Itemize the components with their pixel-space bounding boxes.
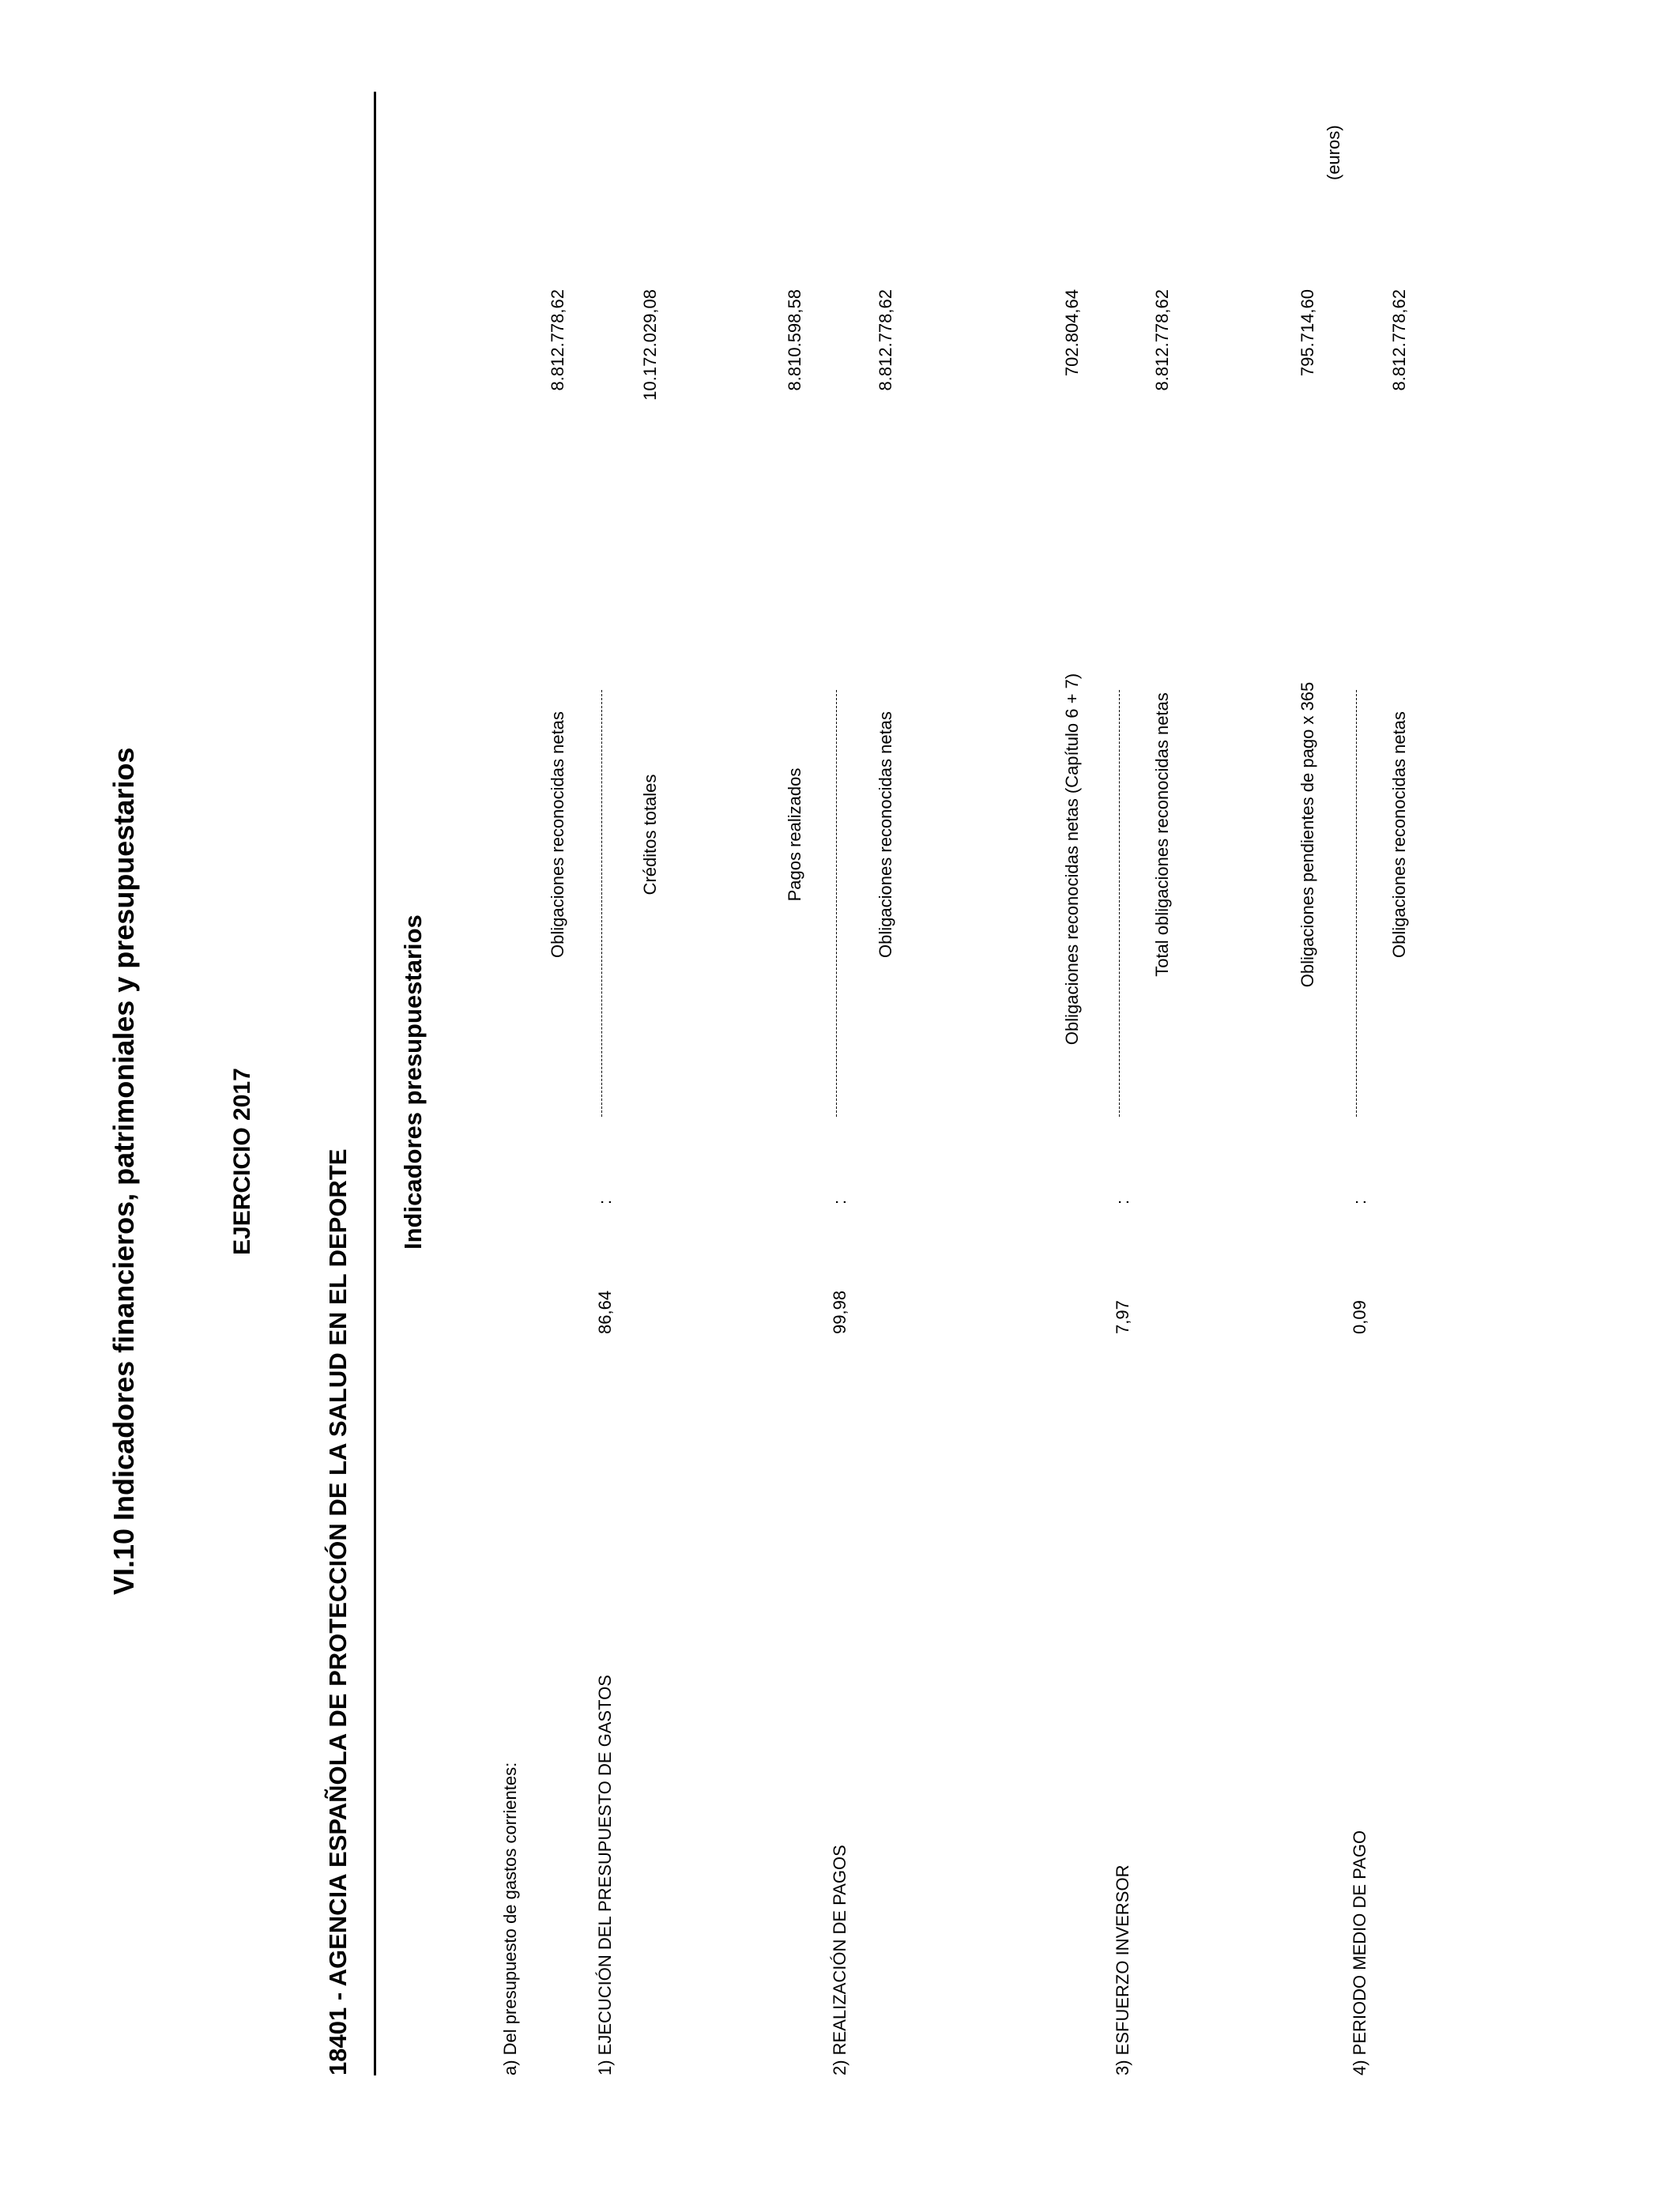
- indicator-colon: :: [595, 1199, 615, 1204]
- section-title: Indicadores presupuestarios: [399, 914, 427, 1250]
- fraction-rule: [1356, 690, 1357, 1117]
- fiscal-year: EJERCICIO 2017: [229, 1068, 255, 1255]
- indicator-colon: :: [830, 1199, 849, 1204]
- numerator-label: Obligaciones reconocidas netas (Capítulo 6 + 7): [1062, 673, 1082, 1046]
- numerator-value: 702.804,64: [1062, 289, 1082, 377]
- denominator-label: Total obligaciones reconocidas netas: [1152, 692, 1172, 977]
- denominator-value: 8.812.778,62: [1389, 289, 1409, 391]
- indicator-label: 1) EJECUCIÓN DEL PRESUPUESTO DE GASTOS: [595, 1675, 615, 2075]
- indicator-label: 4) PERIODO MEDIO DE PAGO: [1350, 1830, 1369, 2075]
- fraction-rule: [601, 690, 602, 1117]
- indicator-label: 2) REALIZACIÓN DE PAGOS: [830, 1845, 849, 2075]
- header-rule: [374, 92, 376, 2075]
- numerator-value: 795.714,60: [1298, 289, 1317, 377]
- entity-name: 18401 - AGENCIA ESPAÑOLA DE PROTECCIÓN DE LA SALUD EN EL DEPORTE: [324, 1148, 352, 2075]
- indicator-value: 0,09: [1350, 1300, 1369, 1334]
- numerator-label: Obligaciones pendientes de pago x 365: [1298, 681, 1317, 988]
- indicator-label: 3) ESFUERZO INVERSOR: [1113, 1864, 1132, 2075]
- numerator-label: Pagos realizados: [785, 767, 804, 902]
- denominator-value: 8.812.778,62: [1152, 289, 1172, 391]
- fraction-rule: [836, 690, 837, 1117]
- units-label: (euros): [1324, 125, 1343, 180]
- denominator-value: 8.812.778,62: [876, 289, 895, 391]
- page-title: VI.10 Indicadores financieros, patrimoniales y presupuestarios: [107, 747, 140, 1595]
- indicator-colon: :: [1350, 1199, 1369, 1204]
- denominator-value: 10.172.029,08: [640, 289, 660, 401]
- indicator-value: 99,98: [830, 1290, 849, 1334]
- denominator-label: Créditos totales: [640, 774, 660, 895]
- subsection-label: a) Del presupuesto de gastos corrientes:: [500, 1762, 520, 2075]
- numerator-label: Obligaciones reconocidas netas: [548, 711, 567, 958]
- indicator-colon: :: [1113, 1199, 1132, 1204]
- numerator-value: 8.810.598,58: [785, 289, 804, 391]
- denominator-label: Obligaciones reconocidas netas: [1389, 711, 1409, 958]
- numerator-value: 8.812.778,62: [548, 289, 567, 391]
- indicator-value: 86,64: [595, 1290, 615, 1334]
- denominator-label: Obligaciones reconocidas netas: [876, 711, 895, 958]
- fraction-rule: [1119, 690, 1120, 1117]
- indicator-value: 7,97: [1113, 1300, 1132, 1334]
